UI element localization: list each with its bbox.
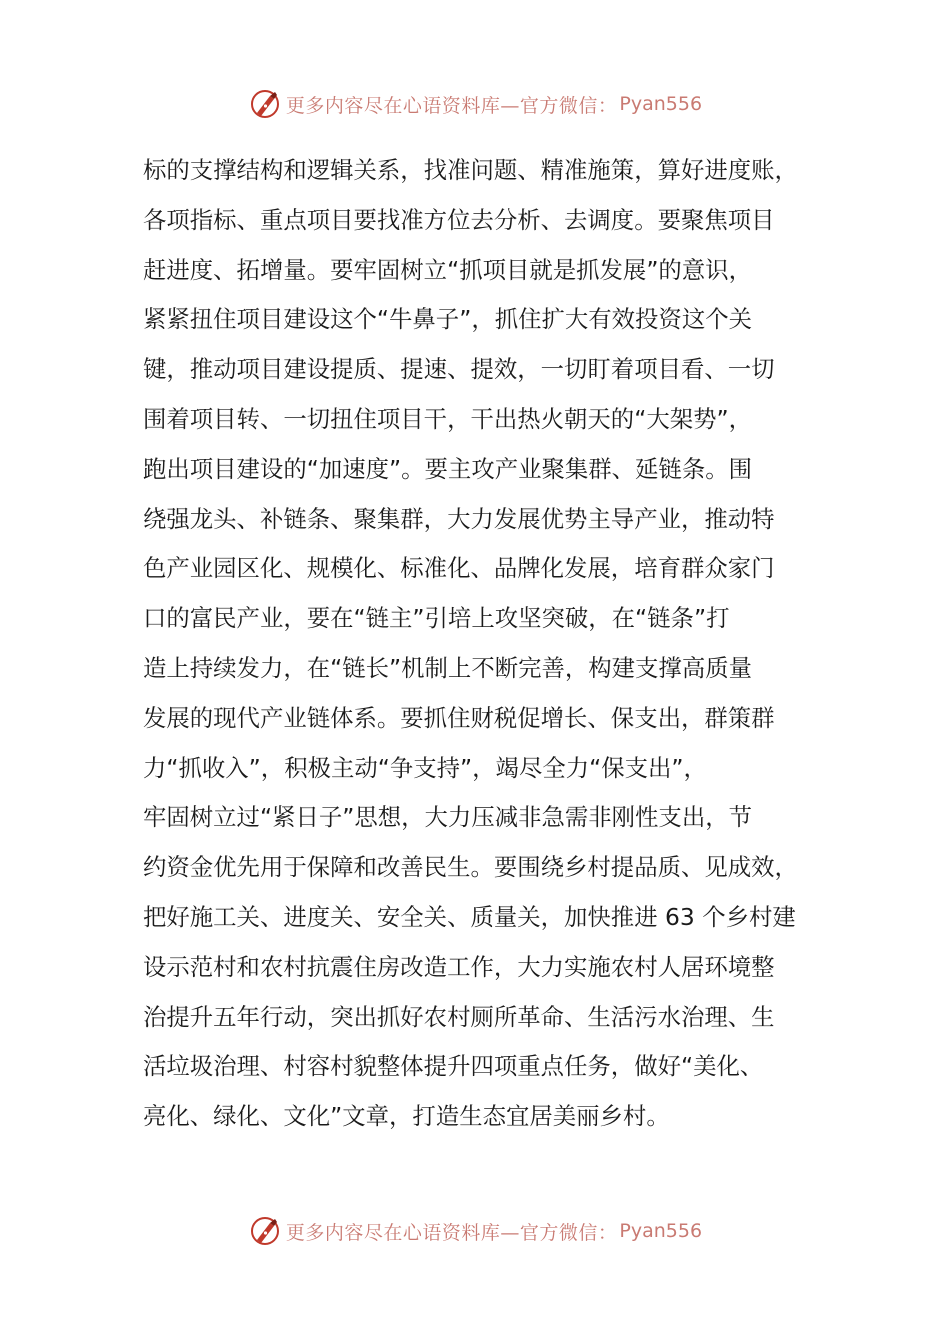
paragraph-line: 绕强龙头、补链条、聚集群，大力发展优势主导产业，推动特: [143, 504, 775, 533]
paragraph-line: 造上持续发力，在“链长”机制上不断完善，构建支撑高质量: [143, 653, 752, 682]
paragraph-line: 标的支撑结构和逻辑关系，找准问题、精准施策，算好进度账，: [143, 156, 798, 184]
header-watermark: [0, 84, 950, 124]
document-body: [143, 146, 811, 1142]
paragraph-line: 口的富民产业，要在“链主”引培上攻坚突破，在“链条”打: [143, 604, 730, 633]
paragraph-line: 设示范村和农村抗震住房改造工作，大力实施农村人居环境整: [143, 952, 775, 981]
paragraph-line: 紧紧扭住项目建设这个“牛鼻子”，抓住扩大有效投资这个关: [143, 305, 752, 334]
watermark-wechat-id: Pyan556: [619, 93, 703, 115]
paragraph-line: 键，推动项目建设提质、提速、提效，一切盯着项目看、一切: [143, 355, 775, 384]
paragraph-line: 活垃圾治理、村容村貌整体提升四项重点任务，做好“美化、: [143, 1052, 764, 1081]
watermark-text: 更多内容尽在心语资料库—官方微信：: [285, 1221, 618, 1244]
paragraph-line: 约资金优先用于保障和改善民生。要围绕乡村提品质、见成效，: [143, 853, 798, 882]
paragraph-line: 力“抓收入”，积极主动“争支持”，竭尽全力“保支出”，: [143, 753, 707, 782]
paragraph-line: 治提升五年行动，突出抓好农村厕所革命、生活污水治理、生: [143, 1002, 775, 1031]
paragraph-line: 色产业园区化、规模化、标准化、品牌化发展，培育群众家门: [143, 554, 775, 583]
pen-nib-logo-icon: [248, 87, 282, 121]
watermark-text: 更多内容尽在心语资料库—官方微信：: [285, 94, 618, 117]
pen-nib-logo-icon: [248, 1214, 282, 1248]
paragraph-line: 亮化、绿化、文化”文章，打造生态宜居美丽乡村。: [143, 1102, 670, 1131]
paragraph-line: 跑出项目建设的“加速度”。要主攻产业聚集群、延链条。围: [143, 454, 752, 483]
paragraph-line: 牢固树立过“紧日子”思想，大力压减非急需非刚性支出，节: [143, 803, 752, 832]
paragraph-line: 赶进度、拓增量。要牢固树立“抓项目就是抓发展”的意识，: [143, 255, 752, 284]
watermark-wechat-id: Pyan556: [619, 1220, 703, 1242]
paragraph-line: 发展的现代产业链体系。要抓住财税促增长、保支出，群策群: [143, 703, 775, 732]
paragraph-line: 围着项目转、一切扭住项目干，干出热火朝天的“大架势”，: [143, 404, 752, 433]
paragraph-line: 各项指标、重点项目要找准方位去分析、去调度。要聚焦项目: [143, 205, 775, 234]
footer-watermark: [0, 1211, 950, 1251]
paragraph-line: 把好施工关、进度关、安全关、质量关，加快推进 63 个乡村建: [143, 902, 796, 931]
